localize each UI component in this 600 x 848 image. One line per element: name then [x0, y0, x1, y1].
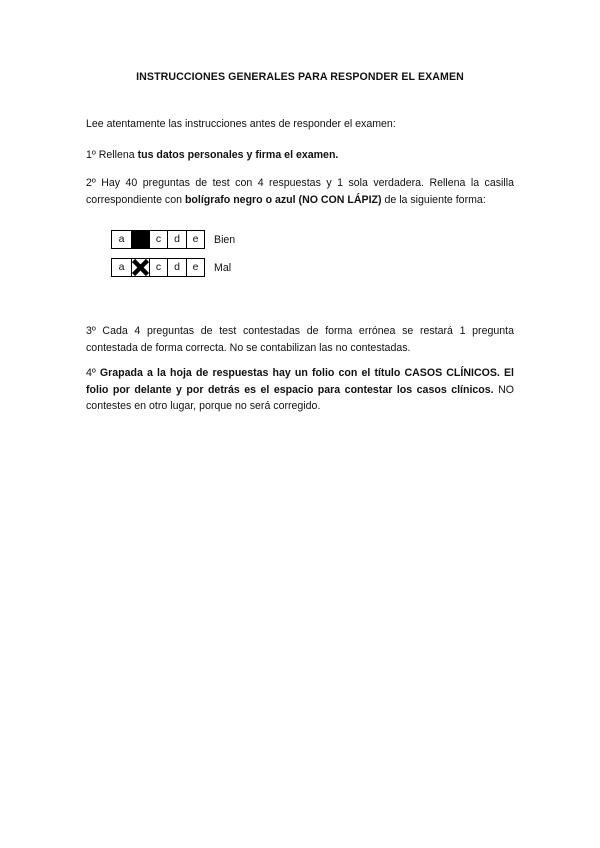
instruction-2-bold: bolígrafo negro o azul (NO CON LÁPIZ)	[184, 193, 382, 206]
answer-boxes-correct	[111, 230, 205, 249]
example-correct-row	[111, 230, 235, 249]
option-box-a: a	[112, 259, 132, 276]
correct-label: Bien	[214, 233, 236, 246]
option-box-e: e	[192, 233, 199, 245]
instruction-4-prefix: 4º	[86, 367, 100, 379]
example-incorrect-row	[111, 258, 231, 277]
instruction-2-suffix: de la siguiente forma:	[381, 193, 486, 206]
option-box-e: e	[192, 261, 199, 273]
intro-text: Lee atentamente las instrucciones antes de responder el examen:	[86, 118, 396, 130]
answer-boxes-incorrect	[111, 258, 205, 277]
option-box-d: d	[168, 231, 187, 248]
page-title: INSTRUCCIONES GENERALES PARA RESPONDER EL EXAMEN	[136, 71, 464, 83]
option-box-c: c	[150, 259, 168, 276]
instruction-4-suffix: NO contestes en otro lugar, porque no será corregido.	[86, 383, 514, 412]
option-box-d: d	[168, 259, 187, 276]
option-box-filled	[132, 231, 150, 248]
instruction-2	[86, 175, 514, 208]
instruction-3: 3º Cada 4 preguntas de test contestadas de forma errónea se restará 1 pregunta contestada de forma correcta. No se contabilizan las no contestadas.	[86, 325, 514, 354]
option-box-c: c	[150, 231, 168, 248]
instruction-1-prefix: 1º Rellena	[86, 149, 138, 161]
instruction-4	[86, 365, 514, 415]
incorrect-label: Mal	[214, 261, 232, 274]
option-box-a: a	[112, 231, 132, 248]
instruction-1	[86, 147, 514, 164]
instruction-1-bold: tus datos personales y firma el examen.	[137, 149, 339, 161]
option-box-crossed	[132, 259, 150, 276]
instruction-4-bold: Grapada a la hoja de respuestas hay un folio con el título CASOS CLÍNICOS. El folio por delante y por detrás es el espacio para contestar los casos clínicos.	[86, 367, 514, 396]
cross-mark-icon	[132, 259, 149, 276]
instruction-2-text: 2º Hay 40 preguntas de test con 4 respuestas y 1 sola verdadera. Rellena la casilla correspondiente con	[86, 177, 514, 206]
